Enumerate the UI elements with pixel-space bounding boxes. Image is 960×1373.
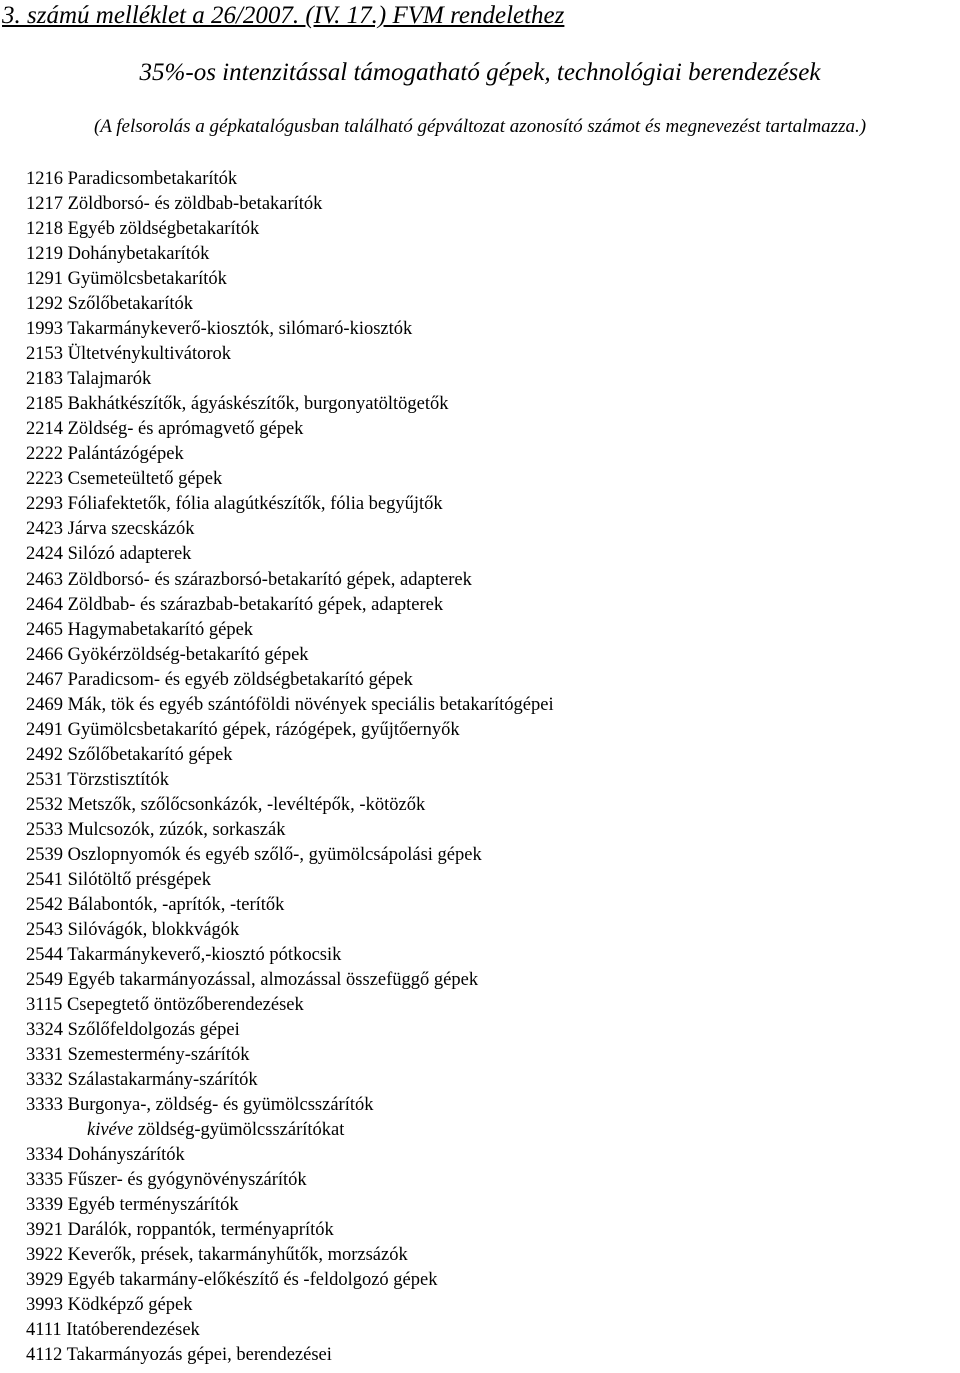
item-name: Oszlopnyomók és egyéb szőlő-, gyümölcsápolási gépek bbox=[67, 844, 482, 865]
item-code: 3993 bbox=[26, 1295, 63, 1316]
document-title: 35%-os intenzitással támogatható gépek, technológiai berendezések bbox=[139, 59, 821, 86]
item-name: Szőlőbetakarítók bbox=[67, 294, 193, 315]
item-code: 2466 bbox=[26, 644, 63, 665]
item-name: Hagymabetakarító gépek bbox=[67, 619, 254, 640]
item-name: Bálabontók, -aprítók, -terítők bbox=[67, 894, 285, 915]
item-code: 3324 bbox=[26, 1020, 63, 1041]
item-code: 2543 bbox=[26, 919, 63, 940]
item-name: Paradicsombetakarítók bbox=[67, 169, 238, 189]
list-item bbox=[26, 1343, 554, 1368]
item-code: 2541 bbox=[26, 869, 63, 890]
list-item bbox=[26, 417, 554, 442]
list-item-note bbox=[26, 1118, 554, 1143]
list-item bbox=[26, 1193, 554, 1218]
list-item bbox=[26, 442, 554, 467]
item-code: 3331 bbox=[26, 1045, 63, 1066]
item-code: 1218 bbox=[26, 219, 63, 240]
item-name: Járva szecskázók bbox=[67, 519, 195, 540]
item-name: Törzstisztítók bbox=[67, 769, 170, 790]
list-item bbox=[26, 367, 554, 392]
item-code: 3335 bbox=[26, 1170, 63, 1191]
item-name: Egyéb takarmányozással, almozással összefüggő gépek bbox=[67, 970, 479, 990]
item-name: Metszők, szőlőcsonkázók, -levéltépők, -kötözők bbox=[67, 794, 426, 815]
list-item bbox=[26, 693, 554, 718]
item-code: 4111 bbox=[26, 1320, 62, 1341]
item-code: 2214 bbox=[26, 419, 63, 440]
list-item bbox=[26, 517, 554, 542]
item-name: Fűszer- és gyógynövényszárítók bbox=[67, 1170, 307, 1191]
list-item bbox=[26, 192, 554, 217]
list-item bbox=[26, 167, 554, 192]
item-name: Egyéb zöldségbetakarítók bbox=[67, 219, 260, 240]
item-name: Szemestermény-szárítók bbox=[67, 1045, 250, 1066]
item-code: 2532 bbox=[26, 794, 63, 815]
item-code: 2183 bbox=[26, 369, 63, 390]
item-name: Takarmányozás gépei, berendezései bbox=[66, 1345, 332, 1366]
item-name: Zöldbab- és szárazbab-betakarító gépek, adapterek bbox=[67, 594, 444, 615]
item-name: Silótöltő présgépek bbox=[67, 869, 211, 890]
list-item bbox=[26, 643, 554, 668]
list-item bbox=[26, 943, 554, 968]
item-code: 2544 bbox=[26, 944, 63, 965]
item-code: 3334 bbox=[26, 1145, 63, 1166]
item-code: 3921 bbox=[26, 1220, 63, 1241]
item-code: 2539 bbox=[26, 844, 63, 865]
list-item bbox=[26, 467, 554, 492]
item-code: 3339 bbox=[26, 1195, 63, 1216]
list-item bbox=[26, 793, 554, 818]
item-name: Fóliafektetők, fólia alagútkészítők, fólia begyűjtők bbox=[67, 494, 443, 515]
list-item bbox=[26, 718, 554, 743]
item-name: Zöldborsó- és zöldbab-betakarítók bbox=[67, 194, 323, 215]
item-name: Silózó adapterek bbox=[67, 544, 192, 565]
item-code: 2465 bbox=[26, 619, 63, 640]
list-item bbox=[26, 542, 554, 567]
item-name: Darálók, roppantók, terményaprítók bbox=[67, 1220, 334, 1241]
item-code: 2423 bbox=[26, 519, 63, 540]
list-item bbox=[26, 743, 554, 768]
item-code: 2293 bbox=[26, 494, 63, 515]
list-item bbox=[26, 993, 554, 1018]
item-name: Ködképző gépek bbox=[67, 1295, 193, 1316]
note-text: zöldség-gyümölcsszárítókat bbox=[137, 1120, 345, 1141]
document-subtitle: (A felsorolás a gépkatalógusban található gépváltozat azonosító számot és megnevezést tartalmazza.) bbox=[93, 116, 867, 137]
list-item bbox=[26, 392, 554, 417]
item-code: 1219 bbox=[26, 244, 63, 265]
list-item bbox=[26, 893, 554, 918]
item-code: 2469 bbox=[26, 694, 63, 715]
item-code: 2153 bbox=[26, 344, 63, 365]
list-item bbox=[26, 267, 554, 292]
list-item bbox=[26, 242, 554, 267]
item-name: Dohányszárítók bbox=[67, 1145, 185, 1166]
list-item bbox=[26, 768, 554, 793]
item-name: Csemeteültető gépek bbox=[67, 469, 223, 490]
list-item bbox=[26, 843, 554, 868]
list-item bbox=[26, 217, 554, 242]
item-code: 2424 bbox=[26, 544, 63, 565]
item-name: Bakhátkészítők, ágyáskészítők, burgonyatöltögetők bbox=[67, 394, 449, 415]
item-code: 3115 bbox=[26, 995, 63, 1016]
item-name: Mák, tök és egyéb szántóföldi növények speciális betakarítógépei bbox=[67, 694, 554, 715]
list-item bbox=[26, 568, 554, 593]
item-code: 1216 bbox=[26, 169, 63, 189]
item-name: Paradicsom- és egyéb zöldségbetakarító gépek bbox=[67, 669, 413, 690]
item-name: Gyümölcsbetakarítók bbox=[67, 269, 227, 290]
item-name: Keverők, prések, takarmányhűtők, morzsázók bbox=[67, 1245, 408, 1266]
item-code: 2531 bbox=[26, 769, 63, 790]
item-code: 2464 bbox=[26, 594, 63, 615]
list-item bbox=[26, 1168, 554, 1193]
item-code: 3332 bbox=[26, 1070, 63, 1091]
list-item bbox=[26, 593, 554, 618]
item-code: 2185 bbox=[26, 394, 63, 415]
item-name: Zöldség- és aprómagvető gépek bbox=[67, 419, 304, 440]
item-code: 2549 bbox=[26, 970, 63, 990]
item-name: Ültetvénykultivátorok bbox=[67, 344, 232, 365]
item-code: 4112 bbox=[26, 1345, 63, 1366]
item-code: 3922 bbox=[26, 1245, 63, 1266]
list-item bbox=[26, 317, 554, 342]
list-item bbox=[26, 1043, 554, 1068]
item-name: Mulcsozók, zúzók, sorkaszák bbox=[67, 819, 286, 840]
item-name: Szőlőbetakarító gépek bbox=[67, 744, 233, 765]
item-code: 2467 bbox=[26, 669, 63, 690]
item-code: 2492 bbox=[26, 744, 63, 765]
list-item bbox=[26, 1018, 554, 1043]
item-code: 2491 bbox=[26, 719, 63, 740]
item-name: Szőlőfeldolgozás gépei bbox=[67, 1020, 240, 1041]
annex-heading: 3. számú melléklet a 26/2007. (IV. 17.) FVM rendelethez bbox=[2, 2, 565, 29]
list-item bbox=[26, 1268, 554, 1293]
item-name: Szálastakarmány-szárítók bbox=[67, 1070, 258, 1091]
list-item bbox=[26, 918, 554, 943]
item-name: Dohánybetakarítók bbox=[67, 244, 210, 265]
list-item bbox=[26, 342, 554, 367]
item-name: Gyümölcsbetakarító gépek, rázógépek, gyűjtőernyők bbox=[67, 719, 460, 740]
list-item bbox=[26, 1068, 554, 1093]
item-name: Egyéb terményszárítók bbox=[67, 1195, 239, 1216]
item-code: 3333 bbox=[26, 1095, 63, 1116]
item-code: 2222 bbox=[26, 444, 63, 465]
item-code: 2463 bbox=[26, 569, 63, 590]
list-item bbox=[26, 1093, 554, 1118]
list-item bbox=[26, 1218, 554, 1243]
item-code: 1217 bbox=[26, 194, 63, 215]
list-item bbox=[26, 818, 554, 843]
list-item bbox=[26, 1143, 554, 1168]
list-item bbox=[26, 618, 554, 643]
item-code: 2223 bbox=[26, 469, 63, 490]
item-name: Palántázógépek bbox=[67, 444, 184, 465]
list-item bbox=[26, 1243, 554, 1268]
list-item bbox=[26, 492, 554, 517]
note-exception-word: kivéve bbox=[87, 1120, 134, 1141]
item-code: 1993 bbox=[26, 319, 63, 340]
item-name: Egyéb takarmány-előkészítő és -feldolgozó gépek bbox=[67, 1270, 438, 1291]
item-code: 1292 bbox=[26, 294, 63, 315]
item-name: Burgonya-, zöldség- és gyümölcsszárítók bbox=[67, 1095, 374, 1116]
item-code: 3929 bbox=[26, 1270, 63, 1291]
list-item bbox=[26, 668, 554, 693]
item-name: Itatóberendezések bbox=[66, 1320, 200, 1341]
machine-list bbox=[26, 167, 554, 1369]
item-name: Takarmánykeverő-kiosztók, silómaró-kiosztók bbox=[67, 319, 413, 340]
list-item bbox=[26, 868, 554, 893]
list-item bbox=[26, 1318, 554, 1343]
item-code: 2533 bbox=[26, 819, 63, 840]
item-name: Takarmánykeverő,-kiosztó pótkocsik bbox=[67, 944, 342, 965]
list-item bbox=[26, 1293, 554, 1318]
item-name: Silóvágók, blokkvágók bbox=[67, 919, 240, 940]
item-name: Zöldborsó- és szárazborsó-betakarító gépek, adapterek bbox=[67, 569, 472, 590]
item-code: 1291 bbox=[26, 269, 63, 290]
item-code: 2542 bbox=[26, 894, 63, 915]
list-item bbox=[26, 292, 554, 317]
list-item bbox=[26, 968, 554, 993]
item-name: Gyökérzöldség-betakarító gépek bbox=[67, 644, 309, 665]
item-name: Csepegtető öntözőberendezések bbox=[66, 995, 304, 1016]
item-name: Talajmarók bbox=[67, 369, 152, 390]
